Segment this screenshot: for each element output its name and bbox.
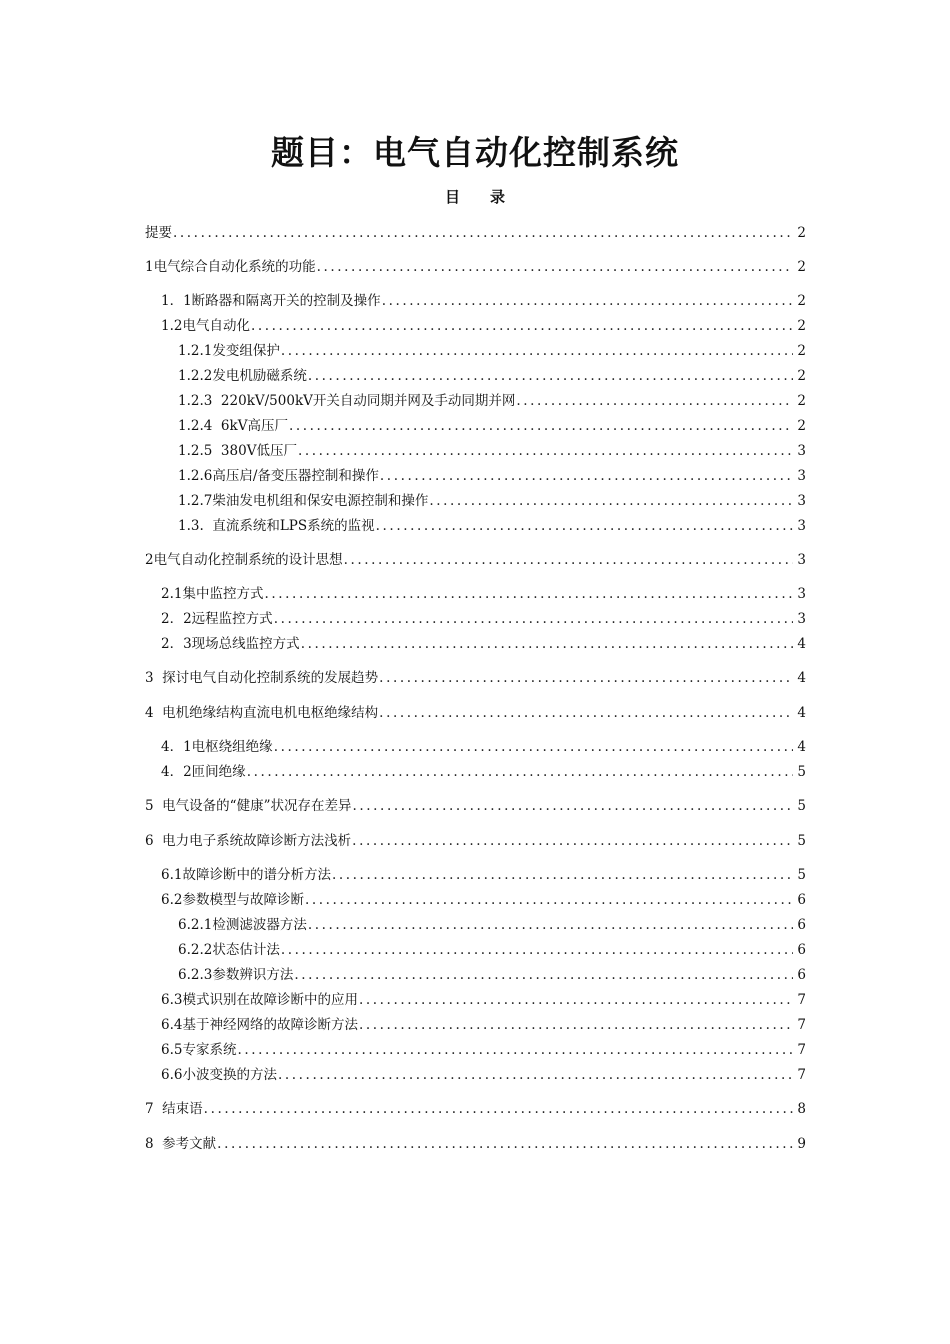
toc-entry [0,761,950,783]
toc-entry-line [178,964,806,986]
toc-entry-line [161,989,806,1011]
toc-entry-label: 3 探讨电气自动化控制系统的发展趋势 [145,670,379,686]
toc-entry-label: 6.6小波变换的方法 [161,1067,277,1083]
toc-entry [0,1064,950,1086]
toc-entry-label: 6.1故障诊断中的谱分析方法 [161,867,331,883]
toc-dot-leader [317,256,793,278]
toc-entry [0,864,950,886]
toc-heading: 目录 [444,188,535,206]
toc-entry-line [178,515,806,537]
toc-entry [0,702,950,724]
toc-entry [0,222,950,244]
toc-entry-label: 2．2远程监控方式 [161,611,273,627]
toc-dot-leader [278,1064,793,1086]
toc-entry-label: 6.2参数模型与故障诊断 [161,892,304,908]
toc-entry-line [178,365,806,387]
toc-entry-page-number: 3 [797,611,806,627]
toc-entry-page-number: 2 [797,318,806,334]
toc-entry-line [161,761,806,783]
toc-entry-label: 8 参考文献 [145,1136,217,1152]
toc-entry-label: 6.5专家系统 [161,1042,237,1058]
toc-entry [0,549,950,571]
toc-entry-line [178,914,806,936]
toc-entry-line [178,415,806,437]
toc-dot-leader [359,1014,793,1036]
toc-entry-page-number: 2 [797,343,806,359]
toc-entry-page-number: 7 [797,992,806,1008]
toc-entry-line [178,390,806,412]
toc-entry-page-number: 2 [797,225,806,241]
toc-entry [0,1098,950,1120]
toc-entry [0,583,950,605]
toc-dot-leader [294,964,793,986]
toc-entry [0,1014,950,1036]
toc-dot-leader [301,633,793,655]
toc-entry-page-number: 5 [797,867,806,883]
toc-entry-label: 1电气综合自动化系统的功能 [145,259,316,275]
toc-entry-page-number: 6 [797,967,806,983]
toc-dot-leader [305,889,793,911]
toc-dot-leader [281,340,793,362]
toc-entry [0,889,950,911]
toc-entry-label: 1.2.6高压启/备变压器控制和操作 [178,468,379,484]
toc-entry [0,633,950,655]
toc-entry-line [161,290,806,312]
toc-dot-leader [359,989,793,1011]
toc-entry-label: 5 电气设备的“健康”状况存在差异 [145,798,352,814]
toc-dot-leader [274,736,793,758]
toc-dot-leader [516,390,793,412]
toc-dot-leader [247,761,793,783]
toc-entry-line [161,864,806,886]
toc-entry-page-number: 3 [797,552,806,568]
toc-entry-page-number: 4 [797,670,806,686]
toc-entry-label: 6 电力电子系统故障诊断方法浅析 [145,833,352,849]
toc-dot-leader [173,222,793,244]
toc-dot-leader [429,490,793,512]
toc-dot-leader [344,549,793,571]
toc-entry-page-number: 5 [797,798,806,814]
toc-dot-leader [379,667,793,689]
toc-entry [0,290,950,312]
toc-entry-page-number: 3 [797,518,806,534]
toc-entry-page-number: 8 [797,1101,806,1117]
toc-entry-line [145,256,806,278]
toc-dot-leader [298,440,793,462]
toc-entry-page-number: 3 [797,586,806,602]
toc-entry [0,515,950,537]
toc-entry-label: 1.2.5 380V低压厂 [178,443,297,459]
toc-entry-label: 6.2.3参数辨识方法 [178,967,294,983]
toc-entry [0,415,950,437]
toc-dot-leader [379,702,793,724]
toc-dot-leader [204,1098,793,1120]
toc-entry-line [161,889,806,911]
toc-entry-label: 1.2电气自动化 [161,318,250,334]
toc-entry [0,490,950,512]
toc-entry-page-number: 6 [797,942,806,958]
toc-dot-leader [289,415,793,437]
toc-entry [0,1133,950,1155]
toc-entry-label: 6.3模式识别在故障诊断中的应用 [161,992,358,1008]
toc-dot-leader [332,864,793,886]
toc-entry-line [161,315,806,337]
toc-entry-line [145,1098,806,1120]
toc-entry-label: 1.2.7柴油发电机组和保安电源控制和操作 [178,493,429,509]
toc-entry-label: 4．1电枢绕组绝缘 [161,739,273,755]
toc-entry-page-number: 6 [797,892,806,908]
toc-entry [0,440,950,462]
toc-dot-leader [376,515,793,537]
toc-entry-line [161,1014,806,1036]
toc-entry-label: 1.2.3 220kV/500kV开关自动同期并网及手动同期并网 [178,393,516,409]
toc-dot-leader [382,290,793,312]
toc-entry-page-number: 2 [797,368,806,384]
toc-entry [0,365,950,387]
toc-entry-label: 2电气自动化控制系统的设计思想 [145,552,343,568]
toc-entry-label: 2.1集中监控方式 [161,586,264,602]
toc-entry-label: 提要 [145,225,172,241]
toc-entry-page-number: 7 [797,1042,806,1058]
toc-entry-line [178,939,806,961]
toc-entry-line [145,702,806,724]
toc-entry-line [161,583,806,605]
toc-entry-page-number: 3 [797,493,806,509]
toc-entry [0,256,950,278]
toc-entry [0,390,950,412]
toc-entry-page-number: 2 [797,259,806,275]
toc-dot-leader [352,830,793,852]
toc-entry [0,939,950,961]
toc-dot-leader [281,939,793,961]
toc-entry-label: 6.2.2状态估计法 [178,942,280,958]
toc-entry-line [161,736,806,758]
toc-entry [0,608,950,630]
toc-entry-line [161,1064,806,1086]
toc-entry-label: 1.2.4 6kV高压厂 [178,418,288,434]
toc-entry-page-number: 4 [797,739,806,755]
toc-entry-line [145,830,806,852]
toc-entry-page-number: 5 [797,764,806,780]
toc-entry-line [178,340,806,362]
document-title: 题目：电气自动化控制系统 [271,133,679,172]
toc-entry-page-number: 9 [797,1136,806,1152]
toc-dot-leader [308,914,793,936]
toc-entry-label: 1.2.1发变组保护 [178,343,280,359]
toc-entry-label: 4．2匝间绝缘 [161,764,246,780]
toc-entry-page-number: 2 [797,418,806,434]
toc-dot-leader [308,365,793,387]
toc-entry [0,736,950,758]
toc-entry-page-number: 2 [797,293,806,309]
toc-entry [0,667,950,689]
toc-dot-leader [274,608,793,630]
toc-dot-leader [352,795,793,817]
toc-entry-label: 6.2.1检测滤波器方法 [178,917,307,933]
toc-entry-line [161,633,806,655]
toc-dot-leader [380,465,793,487]
toc-entry-page-number: 2 [797,393,806,409]
toc-entry-page-number: 3 [797,468,806,484]
toc-entry [0,465,950,487]
toc-entry-line [145,1133,806,1155]
toc-entry [0,914,950,936]
toc-entry-page-number: 7 [797,1017,806,1033]
toc-entry-line [145,222,806,244]
toc-entry-page-number: 4 [797,705,806,721]
toc-entry-line [178,440,806,462]
toc-entry-line [145,549,806,571]
toc-dot-leader [251,315,793,337]
toc-entry-page-number: 3 [797,443,806,459]
toc-entry-label: 1．1断路器和隔离开关的控制及操作 [161,293,381,309]
toc-dot-leader [237,1039,793,1061]
toc-entry-page-number: 7 [797,1067,806,1083]
toc-entry [0,964,950,986]
toc-dot-leader [264,583,793,605]
toc-dot-leader [217,1133,793,1155]
toc-entry-label: 1.2.2发电机励磁系统 [178,368,307,384]
toc-entry-line [145,667,806,689]
toc-entry [0,1039,950,1061]
toc-entry [0,830,950,852]
toc-entry-label: 7 结束语 [145,1101,203,1117]
toc-entry-page-number: 6 [797,917,806,933]
toc-entry [0,795,950,817]
toc-entry-line [178,490,806,512]
toc-entry [0,989,950,1011]
toc-entry-label: 2．3现场总线监控方式 [161,636,300,652]
toc-entry [0,340,950,362]
toc-entry-line [145,795,806,817]
toc-entry-line [161,1039,806,1061]
toc-entry-line [161,608,806,630]
toc-entry-line [178,465,806,487]
toc-entry-page-number: 4 [797,636,806,652]
toc-entry-label: 6.4基于神经网络的故障诊断方法 [161,1017,358,1033]
toc-entry [0,315,950,337]
toc-entry-label: 4 电机绝缘结构直流电机电枢绝缘结构 [145,705,379,721]
toc-entry-label: 1.3. 直流系统和LPS系统的监视 [178,518,375,534]
toc-entry-page-number: 5 [797,833,806,849]
